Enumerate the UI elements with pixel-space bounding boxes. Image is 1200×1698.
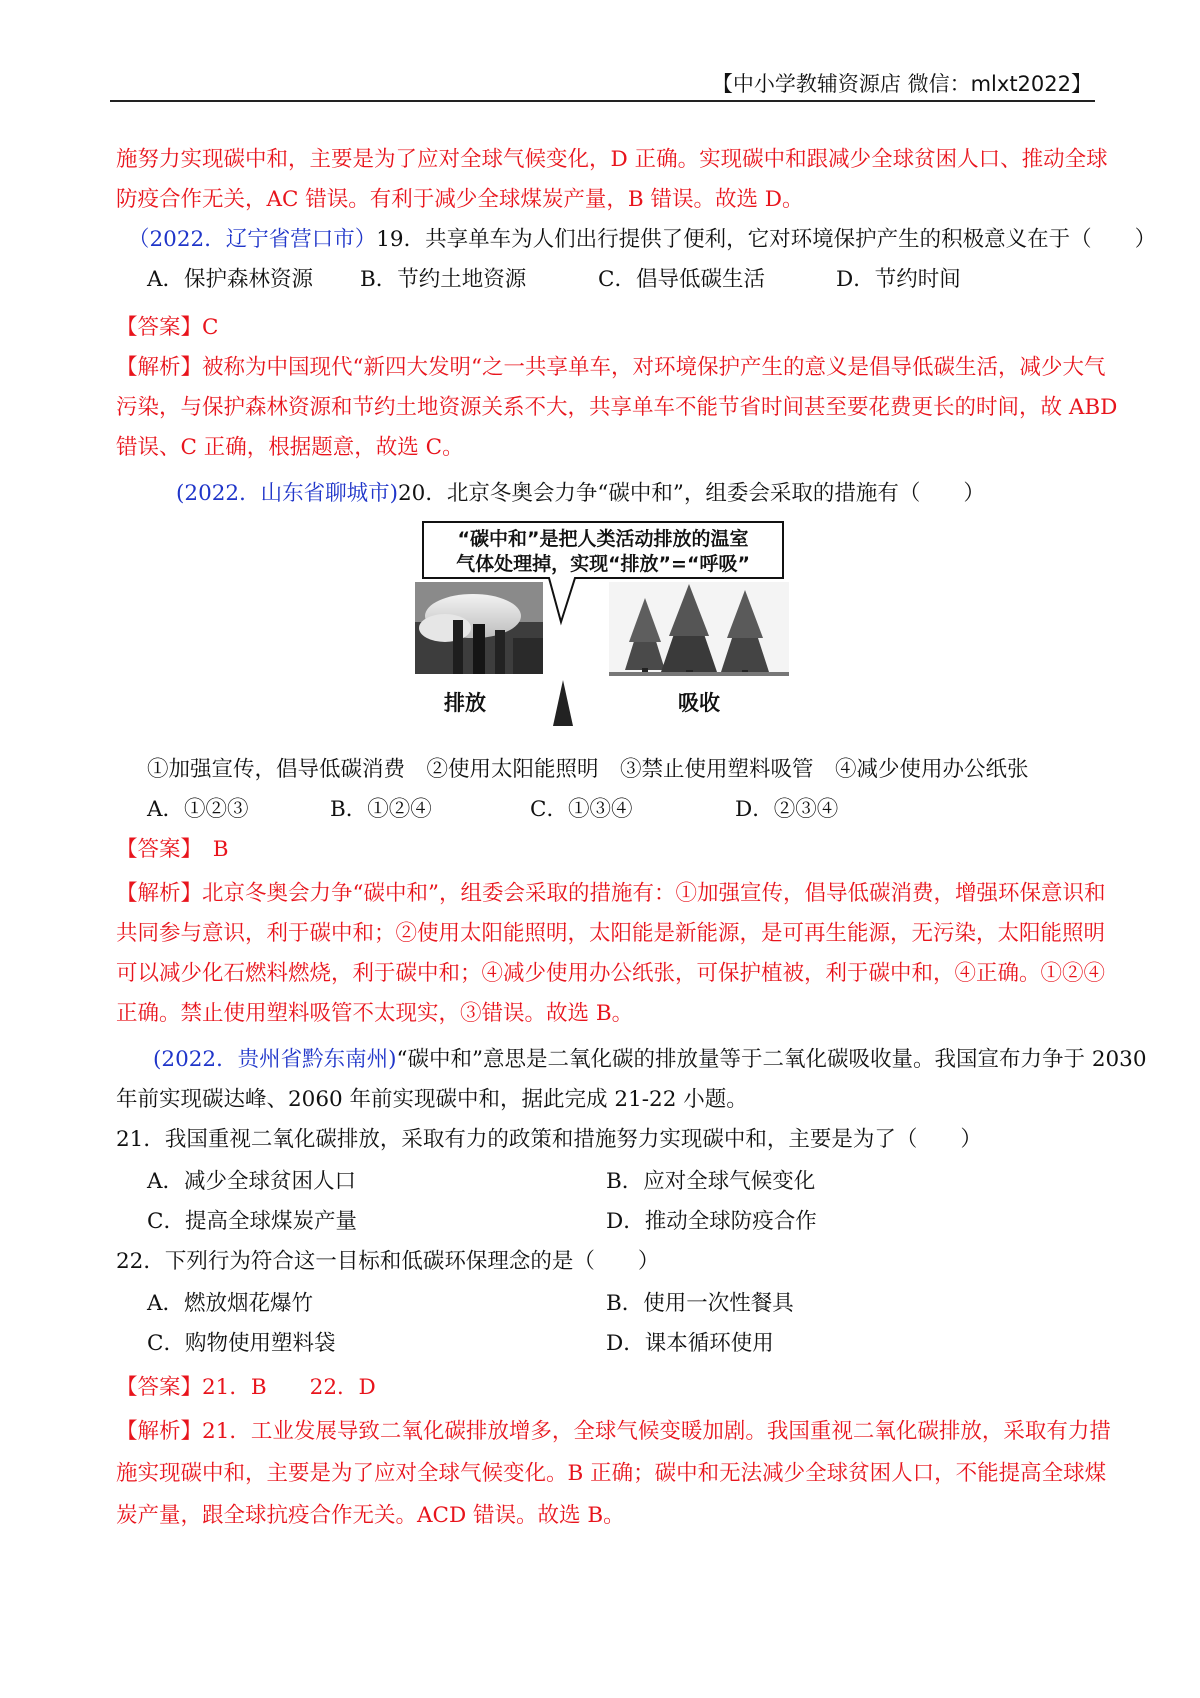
q21-22-analysis-text-1: 21．工业发展导致二氧化碳排放增多，全球气候变暖加剧。我国重视二氧化碳排放，采取有力措 — [202, 1419, 1111, 1444]
q20-stem: 20．北京冬奥会力争“碳中和”，组委会采取的措施有（ ） — [398, 481, 985, 506]
q19-option-c: C．倡导低碳生活 — [598, 267, 765, 292]
q19-analysis-line-1 — [116, 354, 1106, 382]
q20-stem-line — [176, 480, 985, 508]
q20-analysis-line-4: 正确。禁止使用塑料吸管不太现实，③错误。故选 B。 — [116, 1001, 634, 1026]
q20-source: (2022．山东省聊城市) — [176, 481, 398, 506]
q21-22-intro-line-2: 年前实现碳达峰、2060 年前实现碳中和，据此完成 21-22 小题。 — [116, 1087, 748, 1112]
q21-22-analysis-line-3: 炭产量，跟全球抗疫合作无关。ACD 错误。故选 B。 — [116, 1503, 625, 1528]
q19-analysis-line-3: 错误、C 正确，根据题意，故选 C。 — [116, 435, 464, 460]
q20-option-c: C．①③④ — [530, 797, 633, 822]
q20-measures: ①加强宣传，倡导低碳消费 ②使用太阳能照明 ③禁止使用塑料吸管 ④减少使用办公纸张 — [147, 757, 1029, 782]
q21-22-analysis-line-1 — [116, 1418, 1111, 1446]
q20-analysis-line-2: 共同参与意识，利于碳中和；②使用太阳能照明，太阳能是新能源，是可再生能源，无污染，太阳能照明 — [116, 921, 1106, 946]
q20-analysis-text-1: 北京冬奥会力争“碳中和”，组委会采取的措施有：①加强宣传，倡导低碳消费，增强环保意识和 — [202, 881, 1106, 906]
balance-fulcrum — [553, 680, 573, 726]
carbon-neutral-figure — [413, 520, 793, 730]
bubble-text-line-2: 气体处理掉，实现“排放”=“呼吸” — [456, 553, 750, 575]
q20-analysis-line-3: 可以减少化石燃料燃烧，利于碳中和；④减少使用办公纸张，可保护植被，利于碳中和，④正确。①②④ — [116, 961, 1106, 986]
q22-option-a: A．燃放烟花爆竹 — [147, 1291, 314, 1316]
trees-image — [609, 582, 789, 676]
q19-stem-line — [128, 226, 1156, 254]
q19-answer: 【答案】C — [116, 315, 219, 340]
q20-analysis-label: 【解析】 — [116, 881, 203, 906]
absorption-label: 吸收 — [678, 691, 720, 715]
emission-label: 排放 — [444, 691, 486, 715]
q19-source: （2022．辽宁省营口市） — [128, 227, 377, 252]
factory-image — [415, 582, 543, 674]
q21-22-source: (2022．贵州省黔东南州) — [153, 1047, 397, 1072]
page-header: 【中小学教辅资源店 微信：mlxt2022】 — [711, 72, 1092, 96]
q21-option-d: D．推动全球防疫合作 — [606, 1209, 817, 1234]
q20-analysis-line-1 — [116, 880, 1106, 908]
q19-option-b: B．节约土地资源 — [360, 267, 527, 292]
intro-line-2: 防疫合作无关，AC 错误。有利于减少全球煤炭产量，B 错误。故选 D。 — [116, 187, 804, 212]
q21-22-answer: 【答案】21．B 22．D — [116, 1375, 376, 1400]
q20-option-b: B．①②④ — [330, 797, 432, 822]
q22-stem: 22．下列行为符合这一目标和低碳环保理念的是（ ） — [116, 1249, 660, 1274]
q21-22-intro-text-1: “碳中和”意思是二氧化碳的排放量等于二氧化碳吸收量。我国宣布力争于 2030 — [396, 1047, 1147, 1072]
q21-22-analysis-label: 【解析】 — [116, 1419, 203, 1444]
q20-option-a: A．①②③ — [147, 797, 249, 822]
q22-option-c: C．购物使用塑料袋 — [147, 1331, 336, 1356]
q22-option-b: B．使用一次性餐具 — [606, 1291, 794, 1316]
q21-option-b: B．应对全球气候变化 — [606, 1169, 816, 1194]
q21-stem: 21．我国重视二氧化碳排放，采取有力的政策和措施努力实现碳中和，主要是为了（ ） — [116, 1127, 982, 1152]
header-rule — [110, 100, 1095, 102]
q20-option-d: D．②③④ — [735, 797, 839, 822]
q19-analysis-text-1: 被称为中国现代“新四大发明“之一共享单车，对环境保护产生的意义是倡导低碳生活，减少大气 — [202, 355, 1106, 380]
bubble-text-line-1: “碳中和”是把人类活动排放的温室 — [457, 528, 749, 550]
q22-option-d: D．课本循环使用 — [606, 1331, 774, 1356]
q21-option-c: C．提高全球煤炭产量 — [147, 1209, 357, 1234]
q20-answer: 【答案】 B — [116, 837, 229, 862]
q21-22-analysis-line-2: 施实现碳中和，主要是为了应对全球气候变化。B 正确；碳中和无法减少全球贫困人口，不能提高全球煤 — [116, 1461, 1107, 1486]
q19-analysis-line-2: 污染，与保护森林资源和节约土地资源关系不大，共享单车不能节省时间甚至要花费更长的时间，故 ABD — [116, 395, 1118, 420]
q19-stem: 19．共享单车为人们出行提供了便利，它对环境保护产生的积极意义在于（ ） — [376, 227, 1157, 252]
q21-22-intro-line-1 — [153, 1046, 1147, 1074]
q19-option-d: D．节约时间 — [836, 267, 961, 292]
q19-analysis-label: 【解析】 — [116, 355, 203, 380]
intro-line-1: 施努力实现碳中和，主要是为了应对全球气候变化，D 正确。实现碳中和跟减少全球贫困人口、推动全球 — [116, 147, 1108, 172]
q21-option-a: A．减少全球贫困人口 — [147, 1169, 357, 1194]
q19-option-a: A．保护森林资源 — [147, 267, 314, 292]
